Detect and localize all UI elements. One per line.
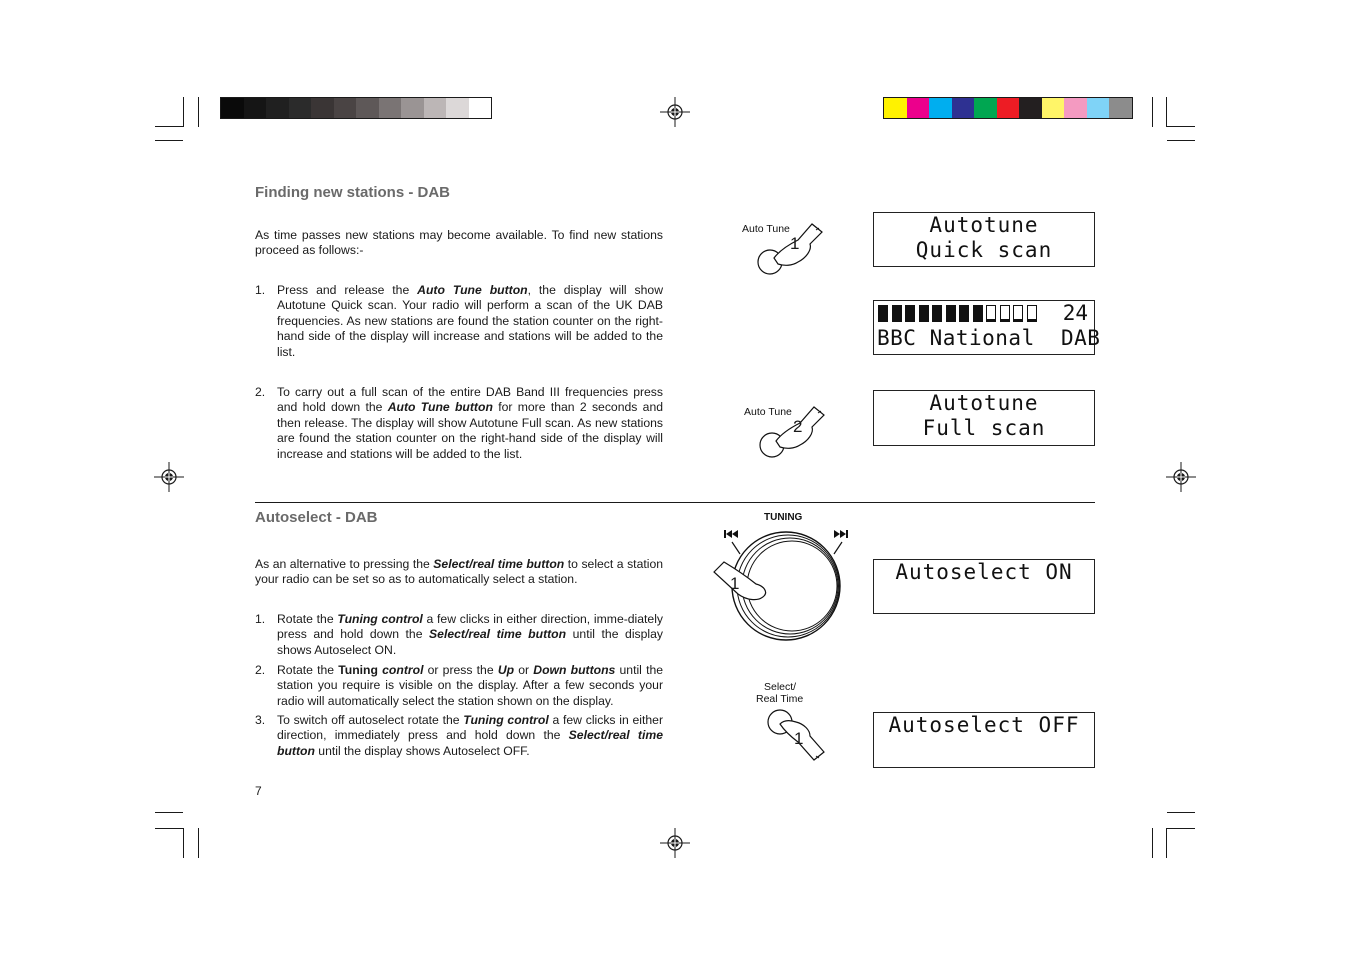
text-segment: , the display will show Autotune Quick scan. Your radio will perform a scan of the UK DAB frequencies. As new stations are found the station counter on the right-hand side of the display will increase and stations will be added to the list. xyxy=(277,283,663,359)
step-text xyxy=(277,713,663,759)
text-segment: To carry out a full scan of the entire DAB Band III frequencies press and hold down the xyxy=(277,385,663,415)
step-number: 2. xyxy=(255,663,266,677)
list-item xyxy=(255,713,663,761)
step-number: 2. xyxy=(255,385,266,399)
list-item xyxy=(255,385,663,465)
text-segment: until the display shows Autoselect ON. xyxy=(277,627,663,657)
section-divider xyxy=(255,502,1095,503)
finger-press-icon xyxy=(740,403,830,463)
color-swatch xyxy=(1087,98,1110,118)
section-title-autoselect: Autoselect - DAB xyxy=(255,509,378,526)
color-swatch xyxy=(997,98,1020,118)
crop-mark xyxy=(155,812,183,813)
step-text xyxy=(277,283,663,360)
progress-block-filled xyxy=(959,305,969,322)
progress-block-empty xyxy=(1000,305,1010,322)
emphasis-text: Select/real time button xyxy=(277,728,663,758)
lcd-display-quick-scan xyxy=(873,212,1095,267)
crop-mark xyxy=(1167,812,1195,813)
real-time-label: Real Time xyxy=(756,693,804,705)
emphasis-text: Select/real time button xyxy=(429,627,567,642)
progress-block-empty xyxy=(1027,305,1037,322)
color-swatch xyxy=(1109,98,1132,118)
progress-block-filled xyxy=(973,305,983,322)
emphasis-text: Tuning control xyxy=(337,612,423,626)
step-text xyxy=(277,385,663,462)
color-swatch xyxy=(446,98,469,118)
lcd-line-2: Full scan xyxy=(922,416,1046,440)
text-segment: or xyxy=(514,663,534,677)
color-swatch xyxy=(401,98,424,118)
scan-progress-bar xyxy=(878,305,1040,325)
text-segment: a few clicks in either direction, imme-diately press and hold down the xyxy=(277,612,664,642)
step-number-badge: 1 xyxy=(730,574,740,593)
text-segment: to select a station your radio can be set so as to automatically select a station. xyxy=(255,557,663,587)
crop-mark xyxy=(198,828,199,858)
lcd-line-1: Autotune xyxy=(929,391,1039,415)
tuning-control-illustration xyxy=(706,510,856,645)
color-swatch xyxy=(221,98,244,118)
color-swatch xyxy=(334,98,357,118)
color-swatch xyxy=(974,98,997,118)
auto-tune-label: Auto Tune xyxy=(744,406,792,418)
auto-tune-label: Auto Tune xyxy=(742,223,790,235)
lcd-line-2: Quick scan xyxy=(915,238,1053,262)
crop-mark xyxy=(183,828,184,858)
emphasis-text: control xyxy=(382,663,424,677)
emphasis-text: Auto Tune button xyxy=(417,283,528,297)
text-segment: Press and release the xyxy=(277,283,418,297)
progress-block-filled xyxy=(878,305,888,322)
registration-mark-icon xyxy=(660,97,690,127)
emphasis-text: Select/real time button xyxy=(433,557,565,571)
color-swatch xyxy=(952,98,975,118)
progress-block-filled xyxy=(946,305,956,322)
lcd-display-full-scan xyxy=(873,390,1095,446)
color-calibration-bar xyxy=(883,97,1133,119)
auto-tune-button-illustration xyxy=(740,220,830,280)
tuning-label: TUNING xyxy=(764,512,803,523)
lcd-line-1: Autotune xyxy=(929,213,1039,237)
lcd-line-2: BBC National DAB xyxy=(877,326,1101,350)
step-text xyxy=(277,612,663,658)
step-number: 1. xyxy=(255,283,266,297)
crop-mark xyxy=(1166,97,1167,127)
color-swatch xyxy=(379,98,402,118)
color-swatch xyxy=(1042,98,1065,118)
text-segment: To switch off autoselect rotate the xyxy=(277,713,464,727)
color-swatch xyxy=(244,98,267,118)
progress-block-empty xyxy=(986,305,996,322)
text-segment: As an alternative to pressing the xyxy=(255,557,434,571)
color-swatch xyxy=(311,98,334,118)
lcd-display-scan-progress xyxy=(873,300,1101,355)
crop-mark xyxy=(1167,140,1195,141)
crop-mark xyxy=(1167,126,1195,127)
crop-mark xyxy=(198,97,199,127)
color-swatch xyxy=(469,98,492,118)
step-number: 1. xyxy=(255,612,266,626)
color-swatch xyxy=(424,98,447,118)
text-segment: or press the xyxy=(423,663,498,677)
color-swatch xyxy=(929,98,952,118)
color-swatch xyxy=(884,98,907,118)
color-swatch xyxy=(266,98,289,118)
step-text xyxy=(277,663,663,709)
lcd-display-autoselect-on xyxy=(873,559,1095,614)
registration-mark-icon xyxy=(1166,462,1196,492)
text-segment: for more than 2 seconds and then release. The display will show Autotune Full scan. As new stations are found the station counter on the right-hand side of the display will increase and stations will be added to the list. xyxy=(277,400,663,461)
color-swatch xyxy=(1019,98,1042,118)
step-number: 3. xyxy=(255,713,266,727)
tuning-knob-icon xyxy=(706,510,856,645)
select-label: Select/ xyxy=(764,681,797,693)
crop-mark xyxy=(155,140,183,141)
emphasis-text: Tuning xyxy=(338,663,378,677)
progress-block-empty xyxy=(1013,305,1023,322)
registration-mark-icon xyxy=(660,828,690,858)
step-number-badge: 1 xyxy=(790,234,800,253)
finger-press-icon xyxy=(750,680,840,770)
emphasis-text: Tuning control xyxy=(463,713,549,727)
color-swatch xyxy=(289,98,312,118)
lcd-line-1: Autoselect OFF xyxy=(888,713,1080,737)
color-swatch xyxy=(907,98,930,118)
crop-mark xyxy=(1167,828,1195,829)
emphasis-text: Auto Tune button xyxy=(387,400,493,415)
crop-mark xyxy=(1166,828,1167,858)
progress-block-filled xyxy=(892,305,902,322)
crop-mark xyxy=(183,97,184,127)
list-item xyxy=(255,663,663,711)
text-segment: until the station you require is visible on the display. After a few seconds your radio will automatically select the station shown on the display. xyxy=(277,663,664,708)
crop-mark xyxy=(1152,97,1153,127)
page-number: 7 xyxy=(255,784,262,798)
section-intro xyxy=(255,557,663,588)
color-swatch xyxy=(356,98,379,118)
text-segment: Rotate the xyxy=(277,612,338,626)
lcd-line-1: Autoselect ON xyxy=(895,560,1073,584)
section-intro: As time passes new stations may become available. To find new stations proceed as follows:- xyxy=(255,228,663,258)
select-button-illustration xyxy=(750,680,840,770)
progress-block-filled xyxy=(919,305,929,322)
section-title-finding-stations: Finding new stations - DAB xyxy=(255,184,450,201)
emphasis-text: Down buttons xyxy=(533,663,616,677)
registration-mark-icon xyxy=(154,462,184,492)
text-segment: a few clicks in either direction, immediately press and hold down the xyxy=(277,713,664,743)
finger-press-icon xyxy=(740,220,830,280)
step-number-badge: 2 xyxy=(793,417,803,436)
color-swatch xyxy=(1064,98,1087,118)
auto-tune-button-illustration xyxy=(740,403,830,463)
list-item xyxy=(255,612,663,660)
crop-mark xyxy=(155,126,183,127)
step-number-badge: 1 xyxy=(794,729,804,748)
text-segment: until the display shows Autoselect OFF. xyxy=(314,743,530,758)
station-counter: 24 xyxy=(1062,301,1088,325)
emphasis-text: Up xyxy=(497,663,515,677)
crop-mark xyxy=(155,828,183,829)
list-item xyxy=(255,283,663,363)
lcd-display-autoselect-off xyxy=(873,712,1095,768)
grayscale-calibration-bar xyxy=(220,97,492,119)
text-segment: Rotate the xyxy=(277,663,339,677)
progress-block-filled xyxy=(905,305,915,322)
crop-mark xyxy=(1152,828,1153,858)
progress-block-filled xyxy=(932,305,942,322)
